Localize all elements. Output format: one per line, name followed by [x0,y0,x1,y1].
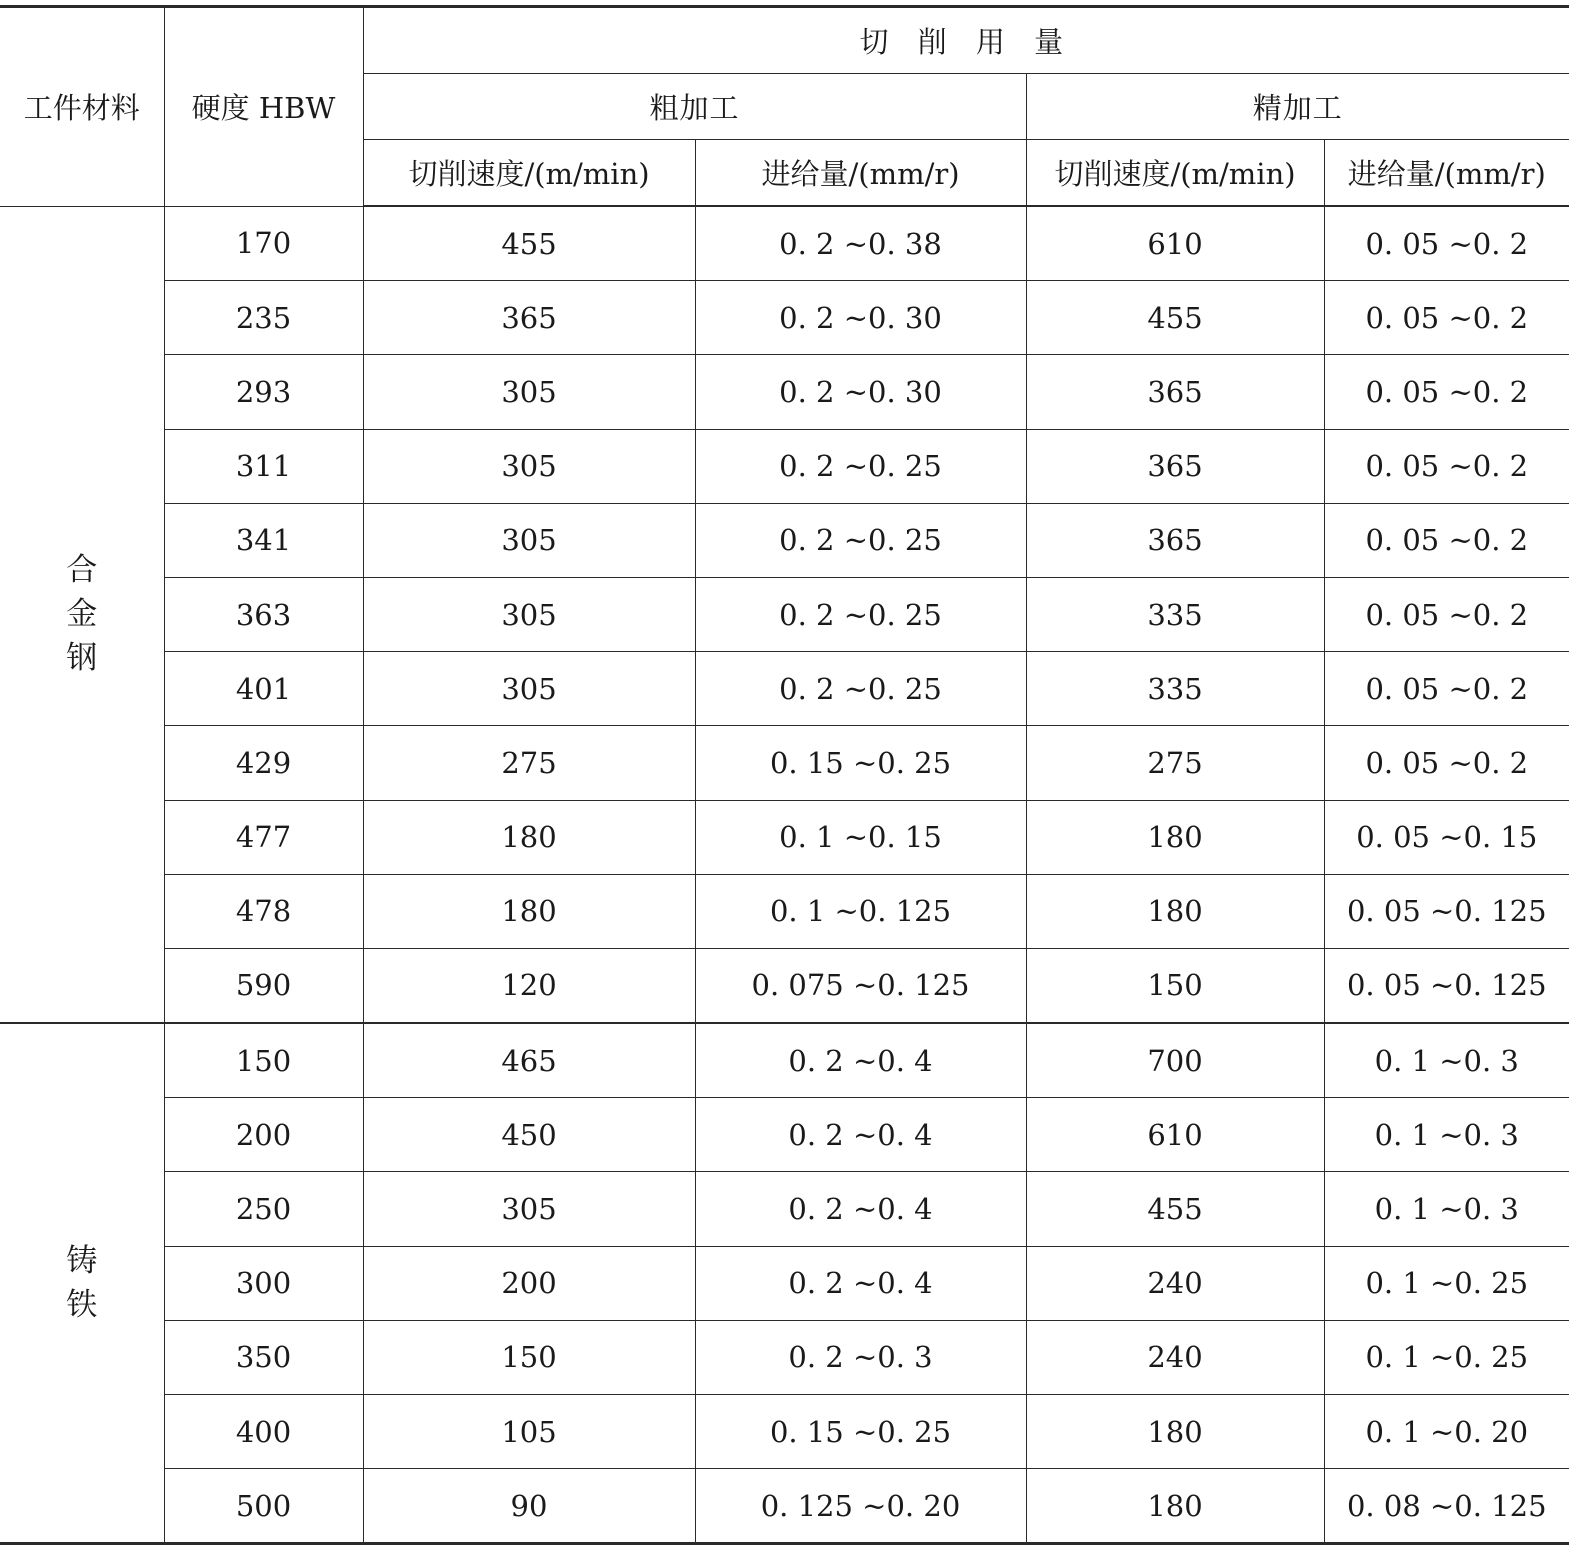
rough-speed-cell: 200 [363,1246,695,1320]
table-row [0,1098,1569,1172]
material-char: 铸 [66,1243,98,1280]
finish-speed-cell: 180 [1026,800,1324,874]
finish-speed-cell: 335 [1026,577,1324,651]
finish-feed-cell: 0. 1 ~0. 3 [1324,1172,1569,1246]
header-rough-feed: 进给量/(mm/r) [695,140,1026,207]
finish-feed-cell: 0. 1 ~0. 25 [1324,1320,1569,1394]
hardness-cell: 401 [164,652,363,726]
finish-speed-cell: 455 [1026,281,1324,355]
finish-speed-cell: 240 [1026,1246,1324,1320]
hardness-cell: 293 [164,355,363,429]
hardness-cell: 150 [164,1023,363,1098]
rough-feed-cell: 0. 2 ~0. 25 [695,503,1026,577]
finish-feed-cell: 0. 1 ~0. 3 [1324,1098,1569,1172]
table-row [0,1395,1569,1469]
table-row [0,281,1569,355]
rough-speed-cell: 465 [363,1023,695,1098]
rough-speed-cell: 120 [363,948,695,1023]
rough-feed-cell: 0. 2 ~0. 3 [695,1320,1026,1394]
material-char: 合 [66,552,98,589]
rough-feed-cell: 0. 2 ~0. 4 [695,1246,1026,1320]
rough-feed-cell: 0. 2 ~0. 30 [695,355,1026,429]
hardness-cell: 500 [164,1469,363,1544]
rough-feed-cell: 0. 1 ~0. 125 [695,874,1026,948]
rough-speed-cell: 275 [363,726,695,800]
hardness-cell: 429 [164,726,363,800]
material-char: 钢 [66,640,98,677]
material-cell [0,206,164,1023]
hardness-cell: 235 [164,281,363,355]
rough-speed-cell: 180 [363,874,695,948]
finish-feed-cell: 0. 1 ~0. 3 [1324,1023,1569,1098]
rough-speed-cell: 90 [363,1469,695,1544]
hardness-cell: 341 [164,503,363,577]
rough-speed-cell: 365 [363,281,695,355]
table-row [0,503,1569,577]
rough-speed-cell: 455 [363,206,695,281]
finish-speed-cell: 150 [1026,948,1324,1023]
finish-feed-cell: 0. 1 ~0. 25 [1324,1246,1569,1320]
hardness-cell: 350 [164,1320,363,1394]
rough-speed-cell: 450 [363,1098,695,1172]
table-row [0,577,1569,651]
rough-speed-cell: 305 [363,652,695,726]
material-cell [0,1023,164,1544]
rough-feed-cell: 0. 2 ~0. 4 [695,1023,1026,1098]
rough-feed-cell: 0. 2 ~0. 25 [695,652,1026,726]
header-hardness: 硬度 HBW [164,7,363,207]
rough-speed-cell: 305 [363,355,695,429]
finish-feed-cell: 0. 05 ~0. 2 [1324,206,1569,281]
finish-speed-cell: 365 [1026,503,1324,577]
table-row [0,355,1569,429]
table-row [0,1246,1569,1320]
hardness-cell: 478 [164,874,363,948]
table-row [0,1469,1569,1544]
header-cutting-parameters: 切 削 用 量 [363,7,1569,74]
hardness-cell: 477 [164,800,363,874]
rough-speed-cell: 305 [363,577,695,651]
finish-speed-cell: 275 [1026,726,1324,800]
header-finish-machining: 精加工 [1026,74,1569,140]
rough-speed-cell: 150 [363,1320,695,1394]
hardness-cell: 170 [164,206,363,281]
hardness-cell: 590 [164,948,363,1023]
table-row [0,874,1569,948]
hardness-cell: 400 [164,1395,363,1469]
rough-feed-cell: 0. 15 ~0. 25 [695,726,1026,800]
rough-speed-cell: 180 [363,800,695,874]
rough-speed-cell: 105 [363,1395,695,1469]
rough-feed-cell: 0. 2 ~0. 30 [695,281,1026,355]
finish-feed-cell: 0. 05 ~0. 15 [1324,800,1569,874]
table-row [0,1172,1569,1246]
rough-feed-cell: 0. 2 ~0. 4 [695,1098,1026,1172]
finish-speed-cell: 180 [1026,1395,1324,1469]
finish-feed-cell: 0. 05 ~0. 2 [1324,652,1569,726]
finish-speed-cell: 610 [1026,206,1324,281]
table-row [0,652,1569,726]
hardness-cell: 311 [164,429,363,503]
rough-feed-cell: 0. 15 ~0. 25 [695,1395,1026,1469]
table-body [0,206,1569,1544]
header-finish-speed: 切削速度/(m/min) [1026,140,1324,207]
table-row [0,429,1569,503]
rough-speed-cell: 305 [363,503,695,577]
finish-speed-cell: 455 [1026,1172,1324,1246]
finish-speed-cell: 335 [1026,652,1324,726]
finish-speed-cell: 610 [1026,1098,1324,1172]
finish-feed-cell: 0. 05 ~0. 2 [1324,281,1569,355]
rough-speed-cell: 305 [363,1172,695,1246]
finish-speed-cell: 365 [1026,355,1324,429]
rough-feed-cell: 0. 125 ~0. 20 [695,1469,1026,1544]
rough-feed-cell: 0. 2 ~0. 4 [695,1172,1026,1246]
finish-feed-cell: 0. 05 ~0. 2 [1324,429,1569,503]
rough-feed-cell: 0. 2 ~0. 25 [695,577,1026,651]
finish-speed-cell: 180 [1026,1469,1324,1544]
rough-feed-cell: 0. 1 ~0. 15 [695,800,1026,874]
hardness-cell: 300 [164,1246,363,1320]
table-row [0,800,1569,874]
rough-feed-cell: 0. 2 ~0. 25 [695,429,1026,503]
material-char: 铁 [66,1287,98,1324]
finish-feed-cell: 0. 05 ~0. 125 [1324,874,1569,948]
table-row [0,206,1569,281]
finish-speed-cell: 180 [1026,874,1324,948]
finish-speed-cell: 700 [1026,1023,1324,1098]
table-row [0,1023,1569,1098]
cutting-parameters-table [0,5,1569,1545]
finish-speed-cell: 240 [1026,1320,1324,1394]
finish-speed-cell: 365 [1026,429,1324,503]
header-finish-feed: 进给量/(mm/r) [1324,140,1569,207]
table-row [0,948,1569,1023]
hardness-cell: 363 [164,577,363,651]
finish-feed-cell: 0. 05 ~0. 2 [1324,577,1569,651]
rough-feed-cell: 0. 2 ~0. 38 [695,206,1026,281]
hardness-cell: 250 [164,1172,363,1246]
material-char: 金 [66,596,98,633]
finish-feed-cell: 0. 05 ~0. 2 [1324,355,1569,429]
finish-feed-cell: 0. 05 ~0. 2 [1324,503,1569,577]
table-row [0,726,1569,800]
header-rough-machining: 粗加工 [363,74,1026,140]
finish-feed-cell: 0. 1 ~0. 20 [1324,1395,1569,1469]
finish-feed-cell: 0. 05 ~0. 2 [1324,726,1569,800]
hardness-cell: 200 [164,1098,363,1172]
finish-feed-cell: 0. 05 ~0. 125 [1324,948,1569,1023]
table-row [0,1320,1569,1394]
rough-speed-cell: 305 [363,429,695,503]
header-material: 工件材料 [0,7,164,207]
header-rough-speed: 切削速度/(m/min) [363,140,695,207]
rough-feed-cell: 0. 075 ~0. 125 [695,948,1026,1023]
finish-feed-cell: 0. 08 ~0. 125 [1324,1469,1569,1544]
